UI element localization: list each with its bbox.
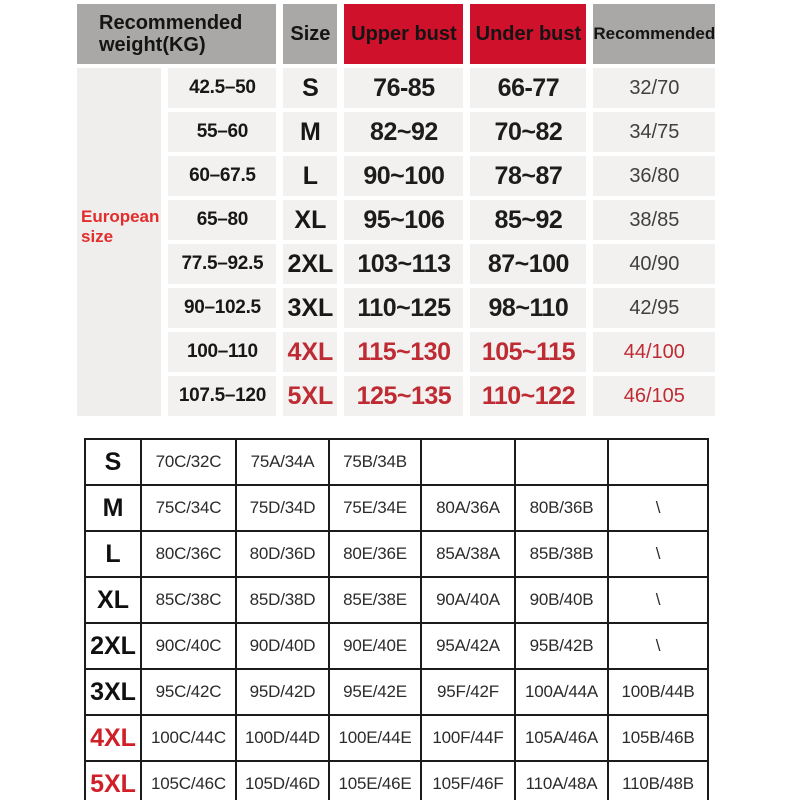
cup-cell: 100B/44B bbox=[608, 669, 708, 715]
cup-cell: 105D/46D bbox=[236, 761, 329, 800]
table-row-m bbox=[77, 112, 715, 152]
cell-weight-m: 55–60 bbox=[168, 112, 276, 152]
column-header-recommended: Recommended bbox=[593, 4, 715, 64]
cup-cell: 90B/40B bbox=[515, 577, 608, 623]
cup-cell: 90A/40A bbox=[421, 577, 515, 623]
cup-cell: 95D/42D bbox=[236, 669, 329, 715]
cell-recommended-2xl: 40/90 bbox=[593, 244, 715, 284]
cell-weight-xl: 65–80 bbox=[168, 200, 276, 240]
cell-upper-bust-2xl: 103~113 bbox=[344, 244, 463, 284]
cell-upper-bust-s: 76-85 bbox=[344, 68, 463, 108]
cup-cell bbox=[515, 439, 608, 485]
cup-size-table bbox=[84, 438, 709, 800]
cup-cell: 85E/38E bbox=[329, 577, 421, 623]
cup-cell: \ bbox=[608, 623, 708, 669]
cup-row-2xl bbox=[85, 623, 708, 669]
row-label-3xl: 3XL bbox=[85, 669, 141, 715]
cell-upper-bust-l: 90~100 bbox=[344, 156, 463, 196]
cell-weight-s: 42.5–50 bbox=[168, 68, 276, 108]
cup-cell: 105C/46C bbox=[141, 761, 236, 800]
cell-size-s: S bbox=[283, 68, 337, 108]
cup-cell: 80C/36C bbox=[141, 531, 236, 577]
cup-cell: 80D/36D bbox=[236, 531, 329, 577]
cup-cell: 75D/34D bbox=[236, 485, 329, 531]
cup-cell: \ bbox=[608, 531, 708, 577]
cup-row-xl bbox=[85, 577, 708, 623]
cell-upper-bust-xl: 95~106 bbox=[344, 200, 463, 240]
cell-upper-bust-m: 82~92 bbox=[344, 112, 463, 152]
cup-cell: 110A/48A bbox=[515, 761, 608, 800]
cup-cell: 75E/34E bbox=[329, 485, 421, 531]
cell-size-3xl: 3XL bbox=[283, 288, 337, 328]
cup-cell: 70C/32C bbox=[141, 439, 236, 485]
cup-cell: 75A/34A bbox=[236, 439, 329, 485]
cup-cell: 100F/44F bbox=[421, 715, 515, 761]
table-row-2xl bbox=[77, 244, 715, 284]
cup-row-4xl bbox=[85, 715, 708, 761]
cup-cell: 95C/42C bbox=[141, 669, 236, 715]
cup-cell: 105A/46A bbox=[515, 715, 608, 761]
table-row-s bbox=[77, 68, 715, 108]
row-label-m: M bbox=[85, 485, 141, 531]
table-row-4xl bbox=[77, 332, 715, 372]
table-row-xl bbox=[77, 200, 715, 240]
cup-cell: \ bbox=[608, 577, 708, 623]
cell-under-bust-m: 70~82 bbox=[470, 112, 586, 152]
cell-upper-bust-5xl: 125~135 bbox=[344, 376, 463, 416]
cup-cell: 85B/38B bbox=[515, 531, 608, 577]
cup-cell: 75B/34B bbox=[329, 439, 421, 485]
column-header-recommended-weight: Recommended weight(KG) bbox=[77, 4, 276, 64]
header-row bbox=[77, 4, 715, 64]
cell-recommended-4xl: 44/100 bbox=[593, 332, 715, 372]
column-header-under-bust: Under bust bbox=[470, 4, 586, 64]
cell-recommended-3xl: 42/95 bbox=[593, 288, 715, 328]
cell-upper-bust-4xl: 115~130 bbox=[344, 332, 463, 372]
cell-under-bust-3xl: 98~110 bbox=[470, 288, 586, 328]
cell-size-5xl: 5XL bbox=[283, 376, 337, 416]
cup-cell: 80E/36E bbox=[329, 531, 421, 577]
cup-cell: 90D/40D bbox=[236, 623, 329, 669]
cup-cell: \ bbox=[608, 485, 708, 531]
cup-cell: 85A/38A bbox=[421, 531, 515, 577]
cell-under-bust-l: 78~87 bbox=[470, 156, 586, 196]
cell-size-xl: XL bbox=[283, 200, 337, 240]
cell-under-bust-4xl: 105~115 bbox=[470, 332, 586, 372]
cup-cell: 100C/44C bbox=[141, 715, 236, 761]
cell-weight-l: 60–67.5 bbox=[168, 156, 276, 196]
cup-row-5xl bbox=[85, 761, 708, 800]
cup-row-l bbox=[85, 531, 708, 577]
cell-size-2xl: 2XL bbox=[283, 244, 337, 284]
cup-cell: 90C/40C bbox=[141, 623, 236, 669]
row-label-4xl: 4XL bbox=[85, 715, 141, 761]
cell-under-bust-xl: 85~92 bbox=[470, 200, 586, 240]
table-row-3xl bbox=[77, 288, 715, 328]
cell-recommended-s: 32/70 bbox=[593, 68, 715, 108]
table-row-5xl bbox=[77, 376, 715, 416]
table-row-l bbox=[77, 156, 715, 196]
cell-size-4xl: 4XL bbox=[283, 332, 337, 372]
cup-row-m bbox=[85, 485, 708, 531]
cup-cell: 80A/36A bbox=[421, 485, 515, 531]
cell-under-bust-5xl: 110~122 bbox=[470, 376, 586, 416]
cell-weight-3xl: 90–102.5 bbox=[168, 288, 276, 328]
column-header-size: Size bbox=[283, 4, 337, 64]
european-size-table bbox=[70, 0, 722, 420]
cup-cell: 90E/40E bbox=[329, 623, 421, 669]
cup-cell: 95A/42A bbox=[421, 623, 515, 669]
cell-upper-bust-3xl: 110~125 bbox=[344, 288, 463, 328]
cup-cell: 105E/46E bbox=[329, 761, 421, 800]
cell-size-l: L bbox=[283, 156, 337, 196]
cup-cell: 85C/38C bbox=[141, 577, 236, 623]
cell-size-m: M bbox=[283, 112, 337, 152]
cell-recommended-xl: 38/85 bbox=[593, 200, 715, 240]
cup-cell: 95F/42F bbox=[421, 669, 515, 715]
cup-cell: 105F/46F bbox=[421, 761, 515, 800]
cup-cell bbox=[421, 439, 515, 485]
row-label-l: L bbox=[85, 531, 141, 577]
cell-under-bust-2xl: 87~100 bbox=[470, 244, 586, 284]
cell-recommended-m: 34/75 bbox=[593, 112, 715, 152]
cup-cell: 75C/34C bbox=[141, 485, 236, 531]
european-size-label: European size bbox=[77, 68, 161, 416]
row-label-xl: XL bbox=[85, 577, 141, 623]
cell-weight-2xl: 77.5–92.5 bbox=[168, 244, 276, 284]
cell-recommended-l: 36/80 bbox=[593, 156, 715, 196]
cup-cell: 110B/48B bbox=[608, 761, 708, 800]
cup-cell: 100E/44E bbox=[329, 715, 421, 761]
cup-cell: 95E/42E bbox=[329, 669, 421, 715]
row-label-5xl: 5XL bbox=[85, 761, 141, 800]
cell-recommended-5xl: 46/105 bbox=[593, 376, 715, 416]
cup-cell: 80B/36B bbox=[515, 485, 608, 531]
cell-under-bust-s: 66-77 bbox=[470, 68, 586, 108]
column-header-upper-bust: Upper bust bbox=[344, 4, 463, 64]
cup-cell: 85D/38D bbox=[236, 577, 329, 623]
cup-cell: 95B/42B bbox=[515, 623, 608, 669]
cell-weight-5xl: 107.5–120 bbox=[168, 376, 276, 416]
cell-weight-4xl: 100–110 bbox=[168, 332, 276, 372]
cup-row-3xl bbox=[85, 669, 708, 715]
cup-cell: 105B/46B bbox=[608, 715, 708, 761]
row-label-s: S bbox=[85, 439, 141, 485]
cup-cell: 100D/44D bbox=[236, 715, 329, 761]
cup-cell: 100A/44A bbox=[515, 669, 608, 715]
cup-cell bbox=[608, 439, 708, 485]
cup-row-s bbox=[85, 439, 708, 485]
row-label-2xl: 2XL bbox=[85, 623, 141, 669]
